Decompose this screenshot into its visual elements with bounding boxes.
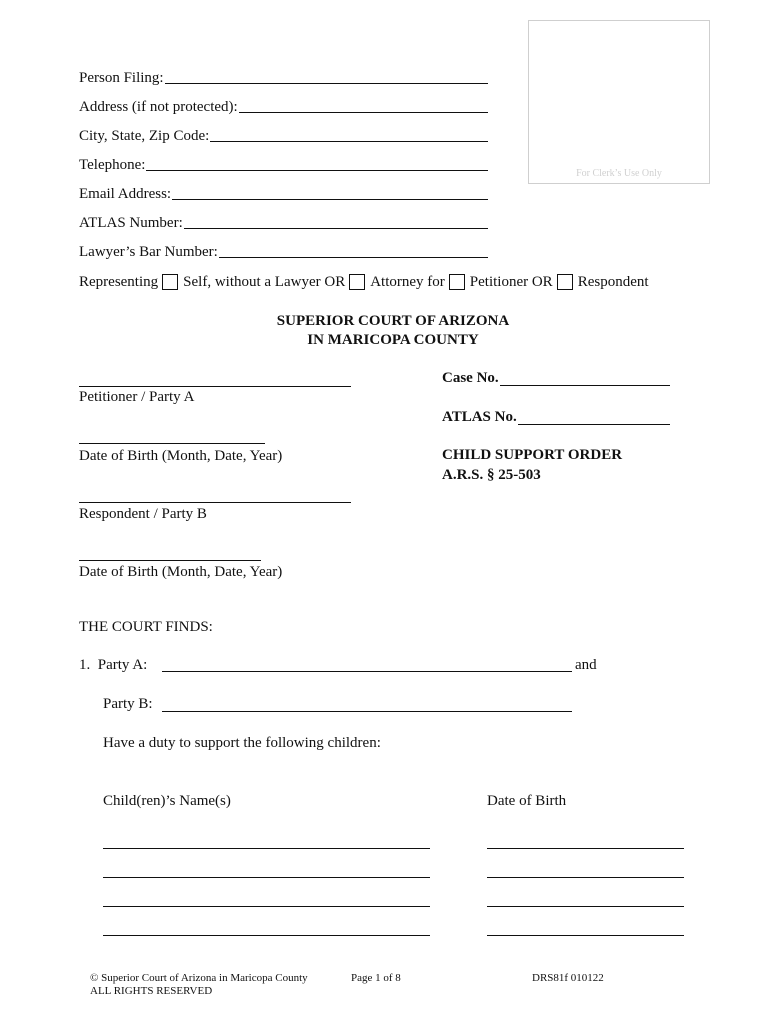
and-label: and	[575, 657, 597, 673]
child-name-line-2[interactable]	[103, 877, 430, 878]
field-line[interactable]	[172, 184, 488, 200]
field-line[interactable]	[165, 68, 488, 84]
atlas-no-label: ATLAS No.	[442, 409, 517, 425]
self-label: Self, without a Lawyer OR	[183, 274, 346, 290]
child-name-line-3[interactable]	[103, 906, 430, 907]
child-dob-line-2[interactable]	[487, 877, 684, 878]
statute: A.R.S. § 25-503	[442, 467, 541, 483]
email-field[interactable]	[79, 184, 488, 204]
case-no-label: Case No.	[442, 370, 499, 386]
dob-b-label: Date of Birth (Month, Date, Year)	[79, 564, 283, 580]
dob-a-label: Date of Birth (Month, Date, Year)	[79, 448, 283, 464]
atlas-number-field[interactable]	[79, 213, 488, 233]
item1-prefix: 1. Party A:	[79, 657, 148, 673]
self-checkbox[interactable]	[162, 274, 178, 290]
child-dob-line-3[interactable]	[487, 906, 684, 907]
field-line[interactable]	[146, 155, 488, 171]
duty-text: Have a duty to support the following children:	[103, 735, 381, 751]
child-name-line-4[interactable]	[103, 935, 430, 936]
copyright-line-1: © Superior Court of Arizona in Maricopa County	[90, 972, 308, 984]
field-label: Address (if not protected):	[79, 99, 238, 115]
party-b-line[interactable]	[162, 711, 572, 712]
respondent-checkbox[interactable]	[557, 274, 573, 290]
children-name-header: Child(ren)’s Name(s)	[103, 793, 231, 809]
field-line[interactable]	[239, 97, 488, 113]
footer-copyright	[90, 972, 308, 998]
court-county: IN MARICOPA COUNTY	[307, 332, 479, 348]
field-label: Telephone:	[79, 157, 146, 173]
field-label: Person Filing:	[79, 70, 164, 86]
atlas-no-line[interactable]	[518, 409, 670, 425]
telephone-field[interactable]	[79, 155, 488, 175]
petitioner-line[interactable]	[79, 386, 351, 387]
field-label: Email Address:	[79, 186, 172, 202]
dob-b-line[interactable]	[79, 560, 261, 561]
child-dob-line-1[interactable]	[487, 848, 684, 849]
field-label: ATLAS Number:	[79, 215, 183, 231]
city-state-zip-field[interactable]	[79, 126, 488, 146]
atlas-no-field[interactable]	[442, 409, 670, 426]
clerk-use-box	[528, 20, 710, 184]
person-filing-field[interactable]	[79, 68, 488, 88]
field-line[interactable]	[184, 213, 488, 229]
field-line[interactable]	[219, 242, 488, 258]
dob-a-line[interactable]	[79, 443, 265, 444]
field-label: Lawyer’s Bar Number:	[79, 244, 218, 260]
case-no-line[interactable]	[500, 370, 670, 386]
respondent-label: Respondent / Party B	[79, 506, 207, 522]
child-name-line-1[interactable]	[103, 848, 430, 849]
order-title: CHILD SUPPORT ORDER	[442, 447, 623, 463]
copyright-line-2: ALL RIGHTS RESERVED	[90, 985, 213, 997]
form-code: DRS81f 010122	[532, 972, 604, 984]
party-b-label: Party B:	[103, 696, 153, 712]
clerk-use-label: For Clerk’s Use Only	[576, 168, 662, 179]
petitioner-checkbox[interactable]	[449, 274, 465, 290]
court-name: SUPERIOR COURT OF ARIZONA	[276, 313, 510, 329]
attorney-label: Attorney for	[370, 274, 445, 290]
party-a-line[interactable]	[162, 671, 572, 672]
bar-number-field[interactable]	[79, 242, 488, 262]
respondent-line[interactable]	[79, 502, 351, 503]
representing-label: Representing	[79, 274, 159, 290]
field-line[interactable]	[210, 126, 488, 142]
child-dob-line-4[interactable]	[487, 935, 684, 936]
representing-row	[79, 272, 649, 292]
dob-header: Date of Birth	[487, 793, 567, 809]
attorney-checkbox[interactable]	[349, 274, 365, 290]
court-finds-heading: THE COURT FINDS:	[79, 619, 213, 635]
respondent-label: Respondent	[577, 274, 649, 290]
page-number: Page 1 of 8	[351, 972, 401, 984]
petitioner-label: Petitioner OR	[469, 274, 553, 290]
case-no-field[interactable]	[442, 370, 670, 387]
field-label: City, State, Zip Code:	[79, 128, 210, 144]
petitioner-label: Petitioner / Party A	[79, 389, 195, 405]
address-field[interactable]	[79, 97, 488, 117]
